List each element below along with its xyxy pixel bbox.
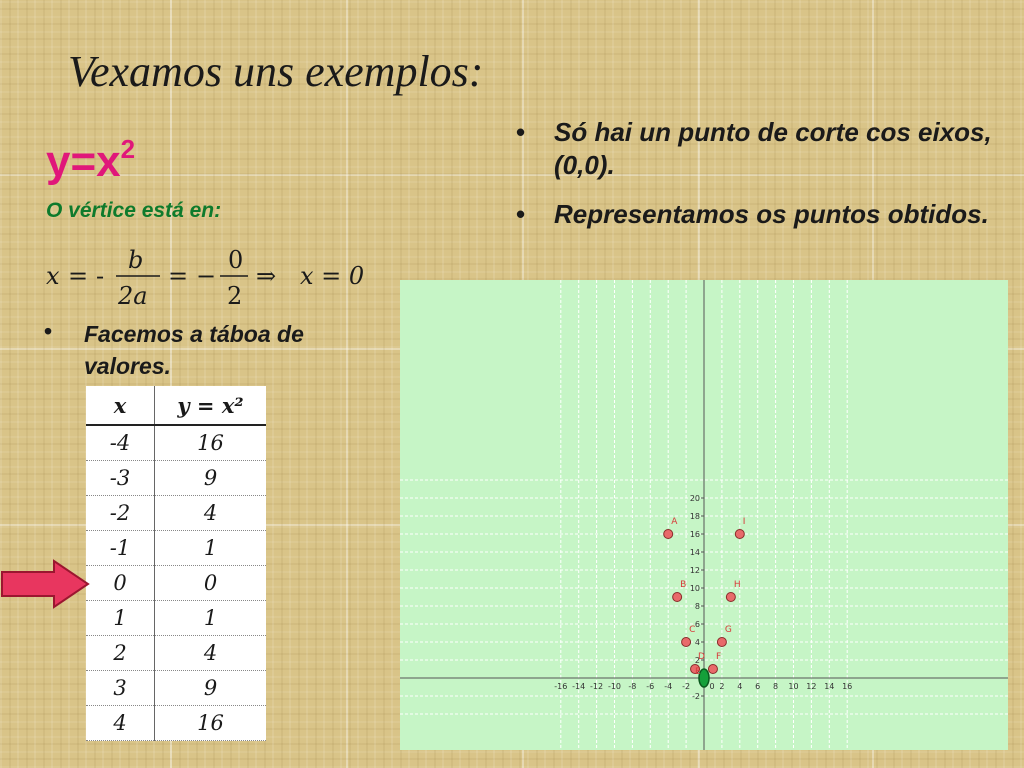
point-marker bbox=[735, 530, 744, 539]
point-marker bbox=[717, 638, 726, 647]
table-cell-y: 0 bbox=[155, 566, 267, 601]
y-tick-label: 16 bbox=[689, 530, 700, 539]
x-tick-label: -2 bbox=[682, 682, 691, 691]
table-row bbox=[86, 425, 266, 461]
function-base: y=x bbox=[46, 137, 121, 186]
table-cell-y: 16 bbox=[155, 706, 267, 741]
right-bullet-list bbox=[514, 116, 1014, 247]
right-bullet-2: • Representamos os puntos obtidos. bbox=[516, 199, 989, 229]
right-bullet-text: Representamos os puntos obtidos. bbox=[554, 199, 989, 229]
y-tick-label: 14 bbox=[689, 548, 700, 557]
right-bullet-1: • Só hai un punto de corte cos eixos, (0,0). bbox=[516, 117, 992, 180]
x-tick-label: 10 bbox=[788, 682, 799, 691]
point-label: E bbox=[695, 667, 701, 677]
table-cell-x: -4 bbox=[86, 425, 155, 461]
table-header-y: y = x² bbox=[155, 386, 267, 425]
x-tick-label: 12 bbox=[806, 682, 817, 691]
left-bullet-text: Facemos a táboa de valores. bbox=[84, 321, 304, 379]
table-cell-y: 1 bbox=[155, 601, 267, 636]
x-tick-label: 16 bbox=[842, 682, 853, 691]
formula-two: 2 bbox=[227, 282, 243, 310]
table-row bbox=[86, 531, 266, 566]
table-cell-y: 4 bbox=[155, 496, 267, 531]
table-cell-x: -1 bbox=[86, 531, 155, 566]
table-cell-x: 3 bbox=[86, 671, 155, 706]
right-bullet-text: Só hai un punto de corte cos eixos, (0,0). bbox=[554, 117, 992, 180]
x-tick-label: -6 bbox=[646, 682, 655, 691]
x-tick-label: 6 bbox=[755, 682, 761, 691]
table-row-highlighted bbox=[86, 566, 266, 601]
slide-title: Vexamos uns exemplos: bbox=[68, 47, 484, 96]
table-cell-x: 0 bbox=[86, 566, 155, 601]
y-tick-label: 20 bbox=[689, 494, 700, 503]
formula-result: x = 0 bbox=[300, 262, 365, 290]
point-label: G bbox=[724, 625, 732, 635]
highlight-arrow-icon bbox=[0, 558, 92, 610]
y-tick-label: -2 bbox=[692, 692, 700, 701]
formula-implies: ⇒ bbox=[256, 262, 277, 290]
y-tick-label: 10 bbox=[689, 584, 700, 593]
point-marker bbox=[673, 593, 682, 602]
left-bullet: • Facemos a táboa de valores. bbox=[44, 318, 384, 382]
table-cell-x: 2 bbox=[86, 636, 155, 671]
point-label: F bbox=[715, 652, 722, 662]
point-label: A bbox=[671, 517, 678, 527]
function-heading bbox=[46, 134, 135, 187]
formula-minus: - bbox=[96, 262, 105, 290]
point-marker bbox=[682, 638, 691, 647]
x-tick-label: -8 bbox=[628, 682, 637, 691]
table-row bbox=[86, 496, 266, 531]
x-tick-label: -16 bbox=[554, 682, 568, 691]
point-marker bbox=[726, 593, 735, 602]
x-tick-label: -14 bbox=[572, 682, 586, 691]
point-label: B bbox=[680, 580, 687, 590]
table-row bbox=[86, 636, 266, 671]
parabola-graph bbox=[400, 280, 1008, 750]
point-label: H bbox=[733, 580, 741, 590]
y-tick-label: 8 bbox=[694, 602, 700, 611]
table-row bbox=[86, 461, 266, 496]
x-tick-label: 8 bbox=[773, 682, 779, 691]
table-cell-x: 4 bbox=[86, 706, 155, 741]
x-tick-label: -12 bbox=[590, 682, 604, 691]
formula-eq2: = bbox=[168, 262, 189, 290]
table-row bbox=[86, 706, 266, 741]
table-cell-x: -3 bbox=[86, 461, 155, 496]
table-cell-y: 4 bbox=[155, 636, 267, 671]
x-tick-label: -10 bbox=[607, 682, 622, 691]
y-tick-label: 18 bbox=[689, 512, 700, 521]
formula-x: x bbox=[46, 262, 60, 290]
formula-b: b bbox=[128, 246, 144, 274]
table-cell-y: 9 bbox=[155, 461, 267, 496]
point-marker bbox=[664, 530, 673, 539]
x-tick-label: 2 bbox=[719, 682, 725, 691]
point-label: D bbox=[698, 652, 705, 662]
x-tick-label: -4 bbox=[664, 682, 673, 691]
table-row bbox=[86, 671, 266, 706]
table-cell-x: -2 bbox=[86, 496, 155, 531]
formula-2a: 2a bbox=[118, 282, 148, 310]
svg-text:−: − bbox=[196, 262, 217, 290]
table-row bbox=[86, 601, 266, 636]
vertex-formula bbox=[44, 240, 384, 310]
vertex-label: O vértice está en: bbox=[46, 199, 222, 222]
y-tick-label: 12 bbox=[689, 566, 700, 575]
table-cell-x: 1 bbox=[86, 601, 155, 636]
point-marker bbox=[708, 665, 717, 674]
point-label: I bbox=[742, 517, 746, 527]
x-tick-label: 14 bbox=[824, 682, 835, 691]
table-cell-y: 9 bbox=[155, 671, 267, 706]
table-header-row bbox=[86, 386, 266, 425]
table-cell-y: 16 bbox=[155, 425, 267, 461]
x-tick-label: 4 bbox=[737, 682, 743, 691]
y-tick-label: 4 bbox=[694, 638, 700, 647]
table-header-x: x bbox=[86, 386, 155, 425]
values-table bbox=[86, 386, 266, 741]
formula-zero: 0 bbox=[228, 246, 244, 274]
x-tick-label: 0 bbox=[709, 682, 715, 691]
function-exponent: 2 bbox=[120, 134, 136, 164]
point-label: C bbox=[689, 625, 696, 635]
formula-eq1: = bbox=[68, 262, 89, 290]
y-tick-label: 2 bbox=[694, 656, 700, 665]
y-tick-label: 6 bbox=[694, 620, 700, 629]
table-cell-y: 1 bbox=[155, 531, 267, 566]
